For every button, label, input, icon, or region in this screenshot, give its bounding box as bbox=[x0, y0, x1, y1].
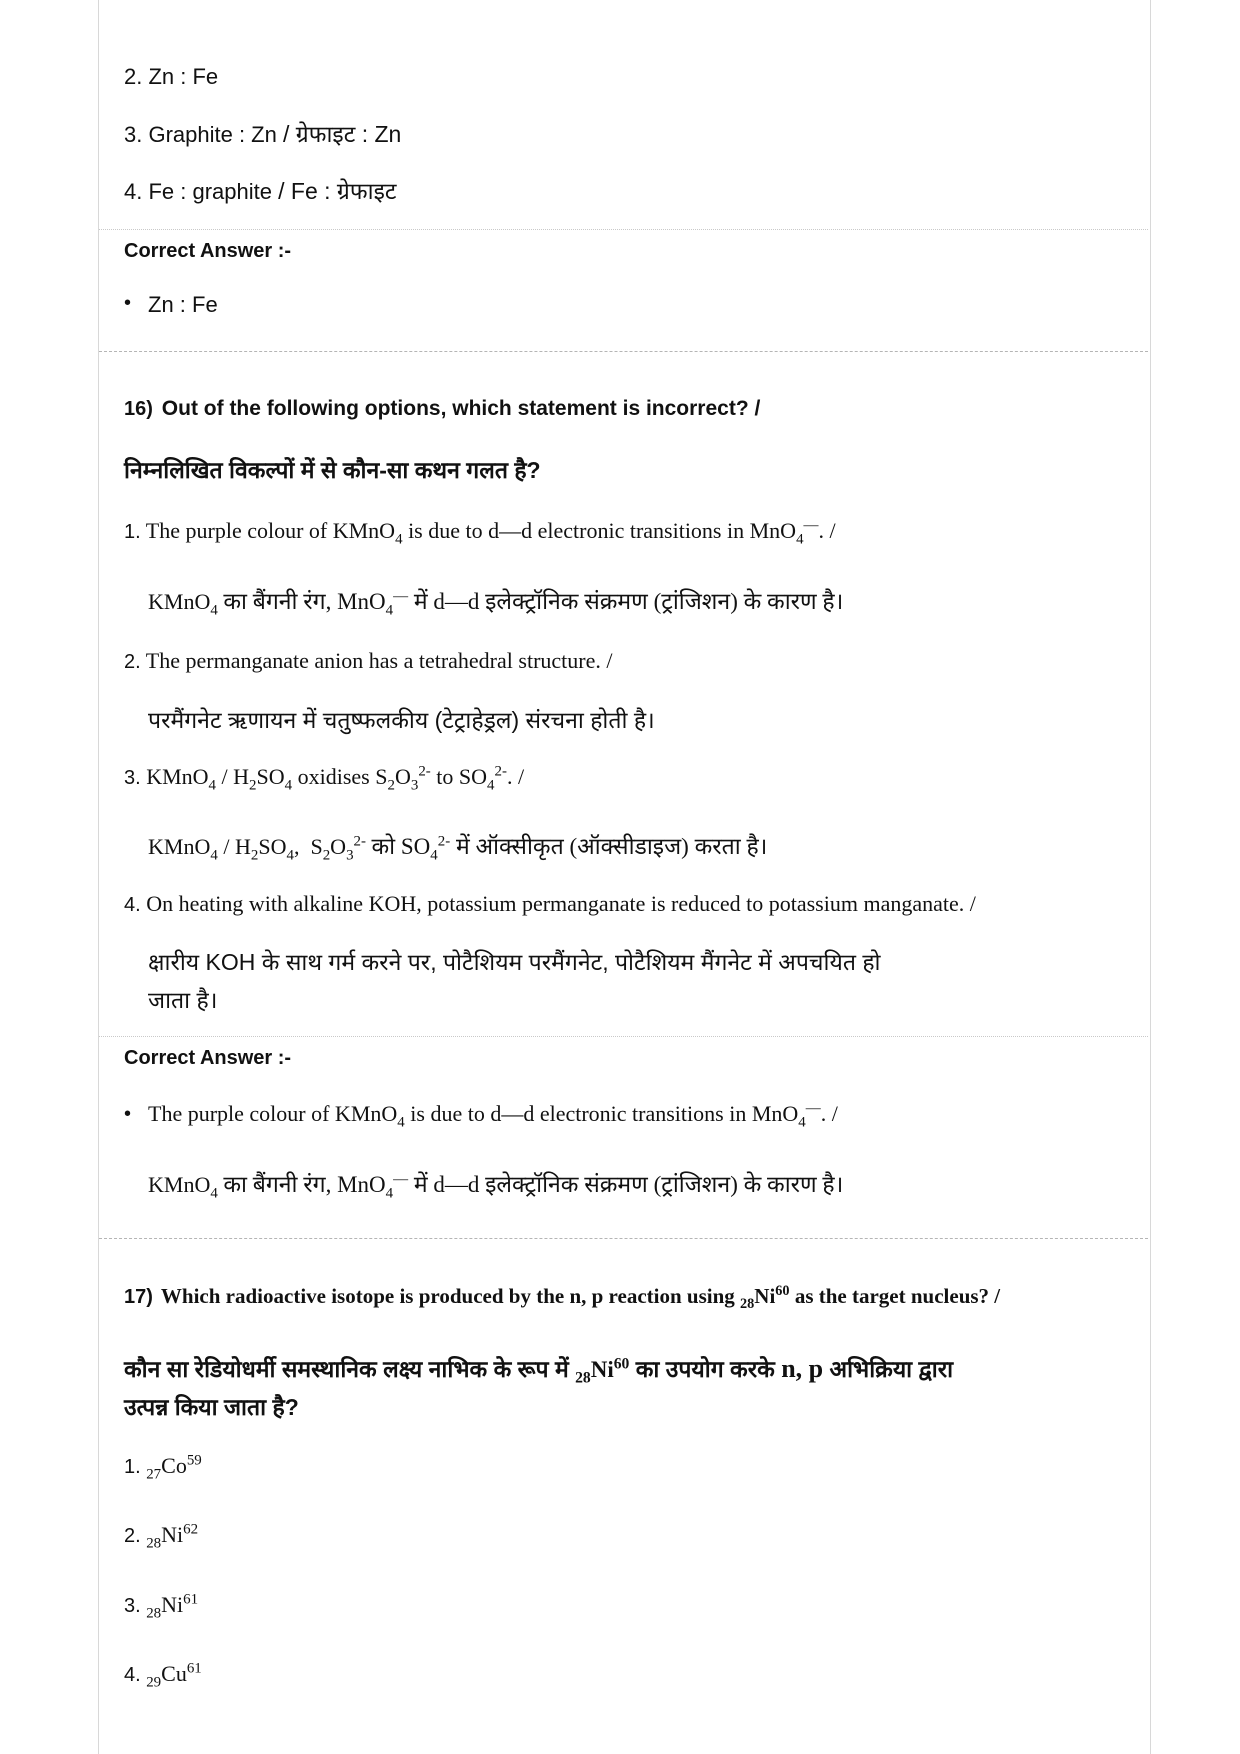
question-separator bbox=[99, 1238, 1148, 1239]
q16-option-1-hindi: KMnO$_4$ का बैंगनी रंग, MnO$_4$— में d—d इलेक्ट्रॉनिक संक्रमण (ट्रांजिशन) के कारण है। bbox=[148, 588, 844, 619]
q17-option-3: 3. $_{28}Ni^{61}$ bbox=[124, 1591, 199, 1622]
q15-option-4: 4. Fe : graphite / Fe : ग्रेफाइट bbox=[124, 178, 397, 204]
q16-option-2-hindi: परमैंगनेट ऋणायन में चतुष्फलकीय (टेट्राहेड्रल) संरचना होती है। bbox=[148, 707, 655, 733]
q16-option-3: 3. KMnO$_4$ / $H_2SO_4$ oxidises $S_2O_3^{2-}$ to $SO_4^{2-}$. / bbox=[124, 763, 525, 794]
q16-option-4: 4. On heating with alkaline KOH, potassium permanganate is reduced to potassium manganate. / bbox=[124, 891, 976, 916]
question-16-hindi: निम्नलिखित विकल्पों में से कौन-सा कथन गलत है? bbox=[124, 457, 541, 483]
question-16-heading: 16) Out of the following options, which statement is incorrect? / bbox=[124, 397, 761, 420]
bullet-icon: • bbox=[124, 1103, 132, 1125]
question-separator bbox=[99, 351, 1148, 352]
divider bbox=[99, 1036, 1148, 1037]
q17-option-1: 1. $_{27}Co^{59}$ bbox=[124, 1452, 202, 1483]
question-17-hindi-line2: उत्पन्न किया जाता है? bbox=[124, 1394, 299, 1420]
correct-answer-hindi: KMnO$_4$ का बैंगनी रंग, MnO$_4$— में d—d इलेक्ट्रॉनिक संक्रमण (ट्रांजिशन) के कारण है। bbox=[148, 1171, 844, 1202]
q15-option-3: 3. Graphite : Zn / ग्रेफाइट : Zn bbox=[124, 121, 402, 147]
content-frame bbox=[98, 0, 1151, 1754]
q15-option-2: 2. Zn : Fe bbox=[124, 64, 219, 89]
q16-option-4-hindi-line2: जाता है। bbox=[148, 987, 218, 1013]
q16-option-2: 2. The permanganate anion has a tetrahedral structure. / bbox=[124, 648, 613, 673]
q16-option-3-hindi: KMnO$_4$ / $H_2SO_4$, $S_2O_3^{2-}$ को $SO_4^{2-}$ में ऑक्सीकृत (ऑक्सीडाइज) करता है। bbox=[148, 833, 768, 864]
bullet-icon: • bbox=[124, 292, 132, 314]
divider bbox=[99, 229, 1148, 230]
q17-option-4: 4. $_{29}Cu^{61}$ bbox=[124, 1660, 202, 1691]
q16-option-4-hindi-line1: क्षारीय KOH के साथ गर्म करने पर, पोटैशियम परमैंगनेट, पोटैशियम मैंगनेट में अपचयित हो bbox=[148, 949, 881, 975]
q16-option-1: 1. The purple colour of KMnO$_4$ is due to d—d electronic transitions in MnO$_4$—. / bbox=[124, 517, 836, 548]
correct-answer-text: The purple colour of KMnO$_4$ is due to d—d electronic transitions in MnO$_4$—. / bbox=[148, 1100, 838, 1131]
question-17-heading: 17) Which radioactive isotope is produced by the n, p reaction using $_{28}Ni^{60}$ as the target nucleus? / bbox=[124, 1283, 1001, 1313]
correct-answer-label: Correct Answer :- bbox=[124, 240, 292, 262]
correct-answer-label: Correct Answer :- bbox=[124, 1047, 292, 1069]
question-17-hindi: कौन सा रेडियोधर्मी समस्थानिक लक्ष्य नाभिक के रूप में $_{28}Ni^{60}$ का उपयोग करके n, p अभिक्रिया द्वारा bbox=[124, 1354, 954, 1387]
q17-option-2: 2. $_{28}Ni^{62}$ bbox=[124, 1521, 199, 1552]
correct-answer-text: Zn : Fe bbox=[148, 292, 218, 317]
